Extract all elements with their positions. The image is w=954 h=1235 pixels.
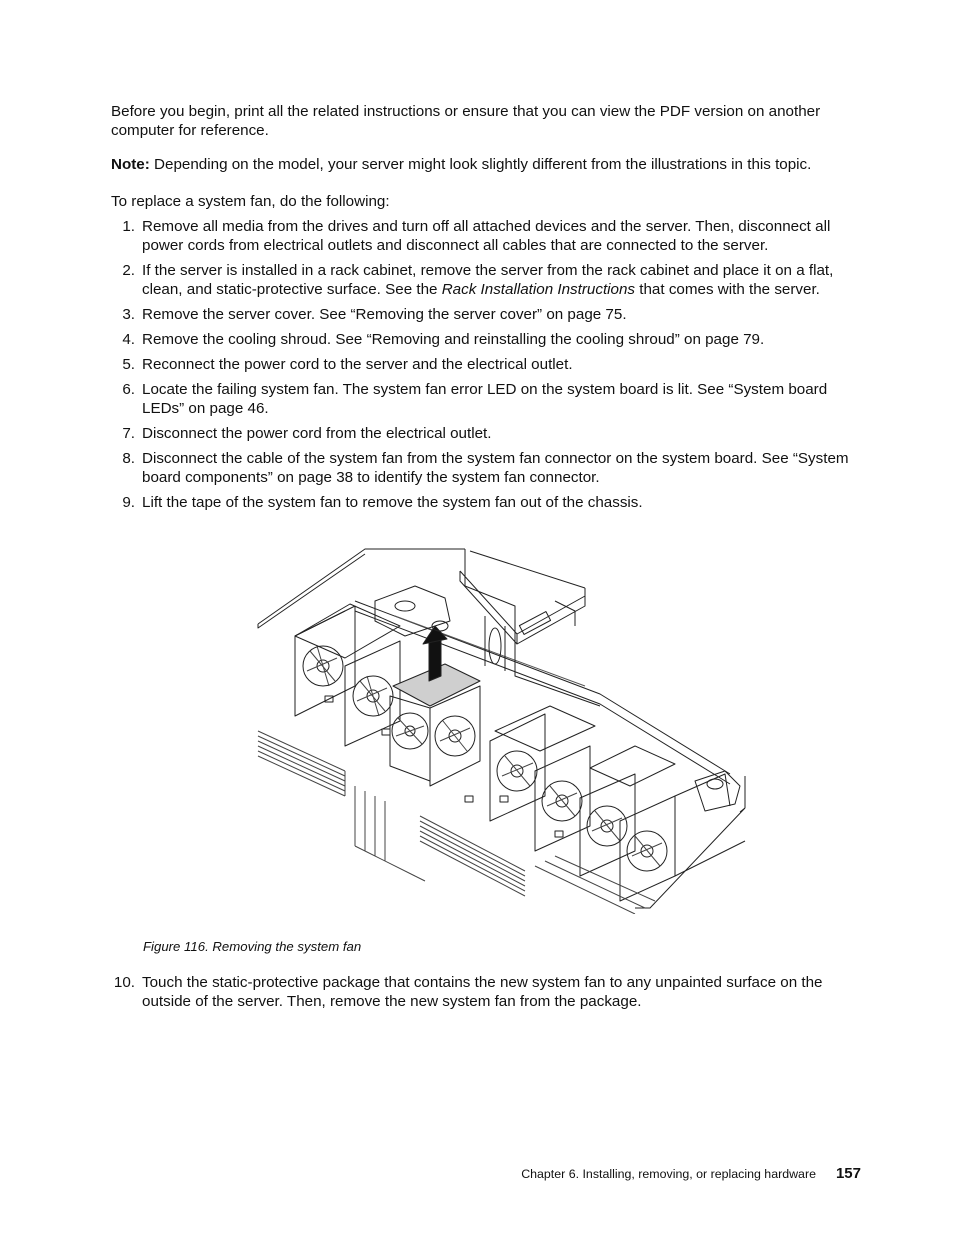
list-item bbox=[111, 330, 861, 349]
list-item bbox=[111, 380, 861, 418]
intro-paragraph: Before you begin, print all the related instructions or ensure that you can view the PDF version on another computer for reference. bbox=[111, 103, 821, 139]
step-number: 1. bbox=[122, 218, 135, 235]
step-text: Disconnect the power cord from the electrical outlet. bbox=[142, 425, 492, 442]
step-text: Reconnect the power cord to the server and the electrical outlet. bbox=[142, 356, 573, 373]
system-fan-illustration bbox=[255, 546, 750, 914]
step-text: Lift the tape of the system fan to remove the system fan out of the chassis. bbox=[142, 494, 643, 511]
step-text: Remove all media from the drives and turn off all attached devices and the server. Then, disconnect all power cords from electrical outlets and disconnect all cables that are connected to the server. bbox=[142, 218, 831, 254]
step-number: 7. bbox=[122, 425, 135, 442]
note-label: Note: bbox=[111, 156, 150, 173]
step-text: Disconnect the cable of the system fan from the system fan connector on the system board. See “System board components” on page 38 to identify the system fan connector. bbox=[142, 450, 849, 486]
steps-lead: To replace a system fan, do the following: bbox=[111, 193, 390, 210]
step-number: 2. bbox=[122, 262, 135, 279]
list-item bbox=[111, 305, 861, 324]
step-number: 10. bbox=[113, 974, 135, 991]
step-text: that comes with the server. bbox=[639, 281, 820, 298]
steps-list-continued bbox=[111, 973, 861, 1011]
step-number: 6. bbox=[122, 381, 135, 398]
step-number: 8. bbox=[122, 450, 135, 467]
step-text: If the server is installed in a rack cabinet, remove the server from the rack cabinet and place it on a flat, clean, and static-protective surface. See the bbox=[142, 262, 834, 298]
steps-list bbox=[111, 217, 861, 512]
chapter-title: Chapter 6. Installing, removing, or replacing hardware bbox=[521, 1167, 816, 1181]
step-number: 5. bbox=[122, 356, 135, 373]
step-text: Remove the server cover. See “Removing the server cover” on page 75. bbox=[142, 306, 627, 323]
list-item bbox=[111, 973, 861, 1011]
figure-caption: Figure 116. Removing the system fan bbox=[143, 939, 362, 954]
list-item bbox=[111, 355, 861, 374]
list-item bbox=[111, 261, 861, 299]
step-emphasis: Rack Installation Instructions bbox=[441, 281, 636, 298]
list-item bbox=[111, 424, 861, 443]
step-text: Locate the failing system fan. The system fan error LED on the system board is lit. See “System board LEDs” on page 46. bbox=[142, 381, 828, 417]
step-number: 3. bbox=[122, 306, 135, 323]
list-item bbox=[111, 493, 861, 512]
step-text: Touch the static-protective package that contains the new system fan to any unpainted surface on the outside of the server. Then, remove the new system fan from the package. bbox=[142, 974, 823, 1010]
list-item bbox=[111, 449, 861, 487]
note-text: Depending on the model, your server might look slightly different from the illustrations in this topic. bbox=[154, 156, 812, 173]
page-number: 157 bbox=[835, 1165, 861, 1182]
list-item bbox=[111, 217, 861, 255]
step-number: 9. bbox=[122, 494, 135, 511]
step-number: 4. bbox=[122, 331, 135, 348]
step-text: Remove the cooling shroud. See “Removing and reinstalling the cooling shroud” on page 79. bbox=[142, 331, 765, 348]
page-footer bbox=[521, 1164, 861, 1184]
note-paragraph bbox=[111, 155, 861, 174]
